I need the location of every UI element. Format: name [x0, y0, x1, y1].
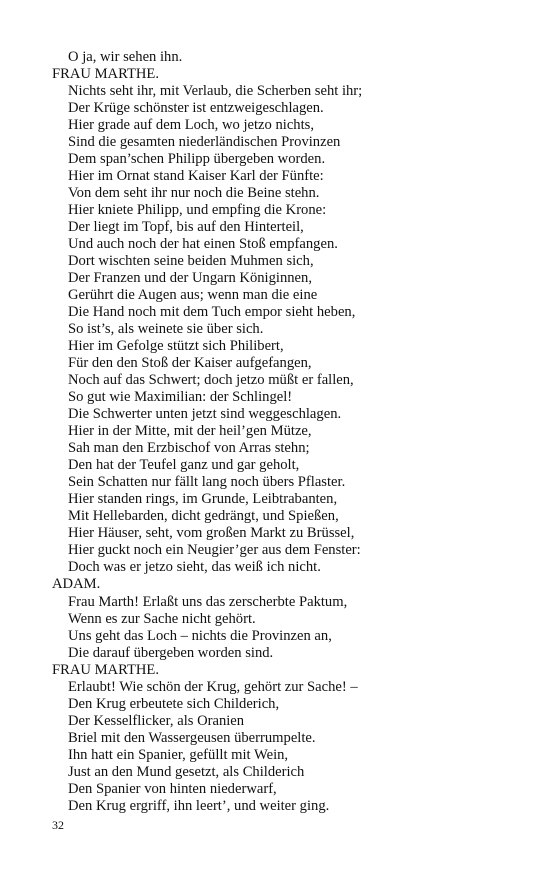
verse-line: Dem span’schen Philipp übergeben worden. — [68, 151, 326, 168]
verse-line: Just an den Mund gesetzt, als Childerich — [68, 763, 305, 780]
speaker-name: FRAU MARTHE. — [52, 661, 159, 678]
verse-line: Wenn es zur Sache nicht gehört. — [68, 610, 256, 627]
verse-line: Den Krug ergriff, ihn leert’, und weiter ging. — [68, 797, 330, 814]
verse-line: Die Hand noch mit dem Tuch empor sieht heben, — [68, 304, 356, 321]
verse-line: Hier im Ornat stand Kaiser Karl der Fünfte: — [68, 168, 324, 185]
verse-line: Dort wischten seine beiden Muhmen sich, — [68, 253, 314, 270]
verse-line: Gerührt die Augen aus; wenn man die eine — [68, 287, 318, 304]
verse-line: Doch was er jetzo sieht, das weiß ich nicht. — [68, 559, 321, 576]
verse-line: Und auch noch der hat einen Stoß empfangen. — [68, 236, 338, 253]
verse-line: Die darauf übergeben worden sind. — [68, 644, 274, 661]
verse-line: Sein Schatten nur fällt lang noch übers Pflaster. — [68, 474, 346, 491]
verse-line: Briel mit den Wassergeusen überrumpelte. — [68, 729, 316, 746]
verse-line: Für den den Stoß der Kaiser aufgefangen, — [68, 355, 312, 372]
verse-line: Die Schwerter unten jetzt sind weggeschlagen. — [68, 406, 342, 423]
verse-line: Hier guckt noch ein Neugier’ger aus dem Fenster: — [68, 542, 361, 559]
verse-line: So gut wie Maximilian: der Schlingel! — [68, 389, 293, 406]
verse-line: Nichts seht ihr, mit Verlaub, die Scherben seht ihr; — [68, 83, 363, 100]
verse-line: Hier Häuser, seht, vom großen Markt zu Brüssel, — [68, 525, 355, 542]
verse-line: Ihn hatt ein Spanier, gefüllt mit Wein, — [68, 746, 289, 763]
verse-line: Uns geht das Loch – nichts die Provinzen an, — [68, 627, 332, 644]
verse-line: Den Krug erbeutete sich Childerich, — [68, 695, 280, 712]
verse-line: O ja, wir sehen ihn. — [68, 49, 183, 65]
verse-line: Der Franzen und der Ungarn Königinnen, — [68, 270, 312, 287]
verse-line: Hier grade auf dem Loch, wo jetzo nichts, — [68, 117, 314, 134]
verse-line: Frau Marth! Erlaßt uns das zerscherbte Paktum, — [68, 593, 348, 610]
verse-line: Hier im Gefolge stützt sich Philibert, — [68, 338, 284, 355]
verse-line: Der Kesselflicker, als Oranien — [68, 712, 245, 729]
verse-line: Der liegt im Topf, bis auf den Hinterteil, — [68, 219, 304, 236]
verse-line: Sah man den Erzbischof von Arras stehn; — [68, 440, 310, 457]
verse-line: Den hat der Teufel ganz und gar geholt, — [68, 457, 300, 474]
verse-line: Noch auf das Schwert; doch jetzo müßt er fallen, — [68, 372, 354, 389]
verse-line: Hier in der Mitte, mit der heil’gen Mütze, — [68, 423, 312, 440]
play-text — [52, 49, 522, 815]
verse-line: Hier standen rings, im Grunde, Leibtrabanten, — [68, 491, 338, 508]
verse-line: Den Spanier von hinten niederwarf, — [68, 780, 277, 797]
verse-line: Mit Hellebarden, dicht gedrängt, und Spießen, — [68, 508, 339, 525]
page-number: 32 — [52, 818, 64, 832]
verse-line: Sind die gesamten niederländischen Provinzen — [68, 134, 341, 151]
speaker-name: ADAM. — [52, 576, 101, 593]
verse-line: Hier kniete Philipp, und empfing die Krone: — [68, 202, 327, 219]
verse-line: Erlaubt! Wie schön der Krug, gehört zur Sache! – — [68, 678, 358, 695]
speaker-name: FRAU MARTHE. — [52, 66, 159, 83]
verse-line: So ist’s, als weinete sie über sich. — [68, 321, 264, 338]
verse-line: Von dem seht ihr nur noch die Beine stehn. — [68, 185, 320, 202]
verse-line: Der Krüge schönster ist entzweigeschlagen. — [68, 100, 324, 117]
